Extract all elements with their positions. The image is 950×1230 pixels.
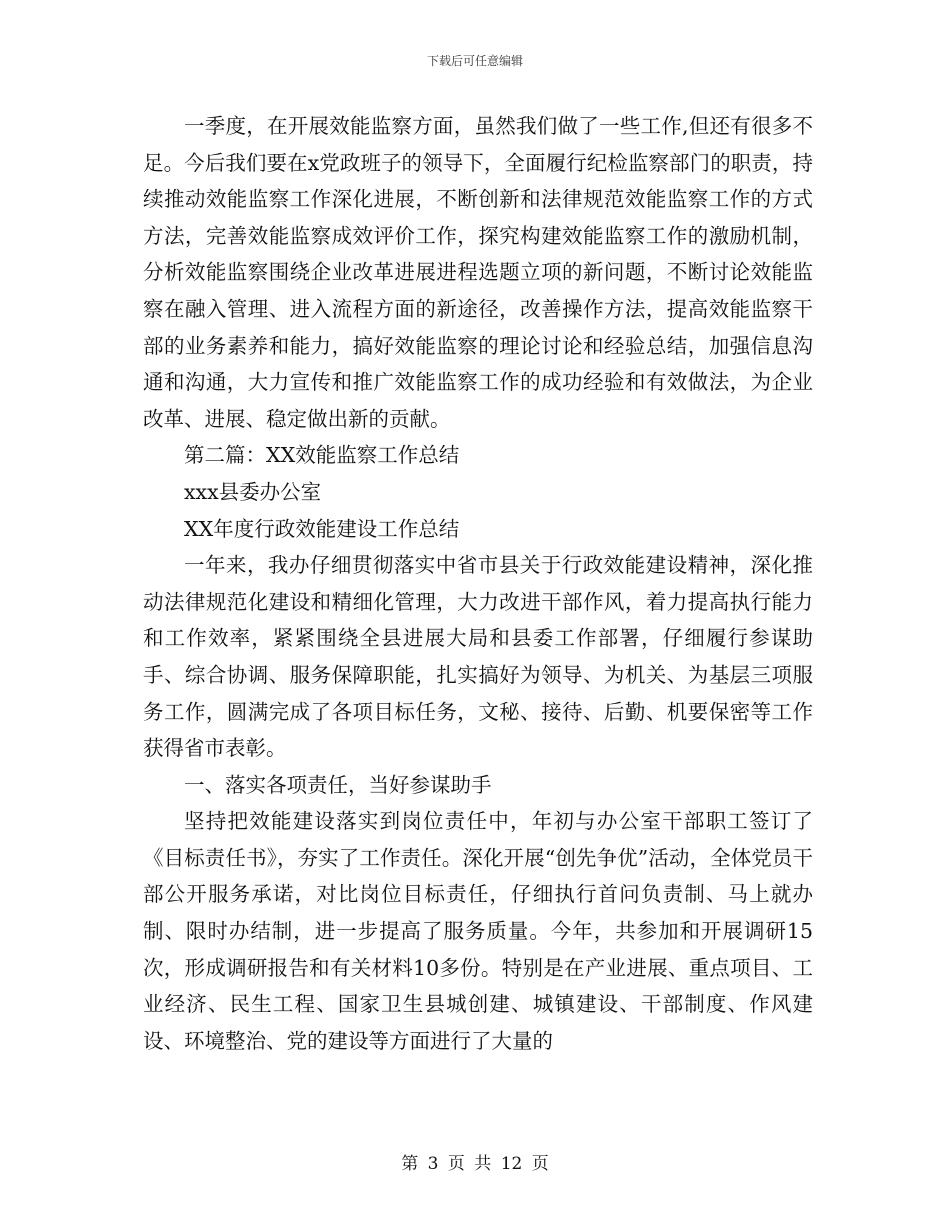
paragraph-summary-conclusion: 一季度，在开展效能监察方面，虽然我们做了一些工作,但还有很多不足。今后我们要在x党政班子的领导下，全面履行纪检监察部门的职责，持续推动效能监察工作深化进展，不断创新和法律规范效能监察工作的方式方法，完善效能监察成效评价工作，探究构建效能监察工作的激励机制，分析效能监察围绕企业改革进展进程选题立项的新问题，不断讨论效能监察在融入管理、进入流程方面的新途径，改善操作方法，提高效能监察干部的业务素养和能力，搞好效能监察的理论讨论和经验总结，加强信息沟通和沟通，大力宣传和推广效能监察工作的成功经验和有效做法，为企业改革、进展、稳定做出新的贡献。 — [143, 114, 813, 431]
paragraph-year-overview: 一年来，我办仔细贯彻落实中省市县关于行政效能建设精神，深化推动法律规范化建设和精细化管理，大力改进干部作风，着力提高执行能力和工作效率，紧紧围绕全县进展大局和县委工作部署，仔细履行参谋助手、综合协调、服务保障职能，扎实搞好为领导、为机关、为基层三项服务工作，圆满完成了各项目标任务，文秘、接待、后勤、机要保密等工作获得省市表彰。 — [143, 553, 813, 761]
paragraph-responsibility: 坚持把效能建设落实到岗位责任中，年初与办公室干部职工签订了《目标责任书》，夯实了工作责任。深化开展“创先争优”活动，全体党员干部公开服务承诺，对比岗位目标责任，仔细执行首问负责制、马上就办制、限时办结制，进一步提高了服务质量。今年，共参加和开展调研15次，形成调研报告和有关材料10多份。特别是在产业进展、重点项目、工业经济、民生工程、国家卫生县城创建、城镇建设、干部制度、作风建设、环境整治、党的建设等方面进行了大量的 — [143, 809, 813, 1053]
page-header-note: 下载后可任意编辑 — [426, 54, 523, 68]
document-body — [143, 108, 813, 1059]
issuing-office: xxx县委办公室 — [184, 479, 322, 504]
section-heading-one: 一、落实各项责任，当好参谋助手 — [184, 772, 492, 797]
page-number: 第 3 页 共 12 页 — [401, 1154, 549, 1174]
document-title: XX年度行政效能建设工作总结 — [184, 516, 460, 541]
section-title-part-two: 第二篇：XX效能监察工作总结 — [184, 443, 460, 468]
